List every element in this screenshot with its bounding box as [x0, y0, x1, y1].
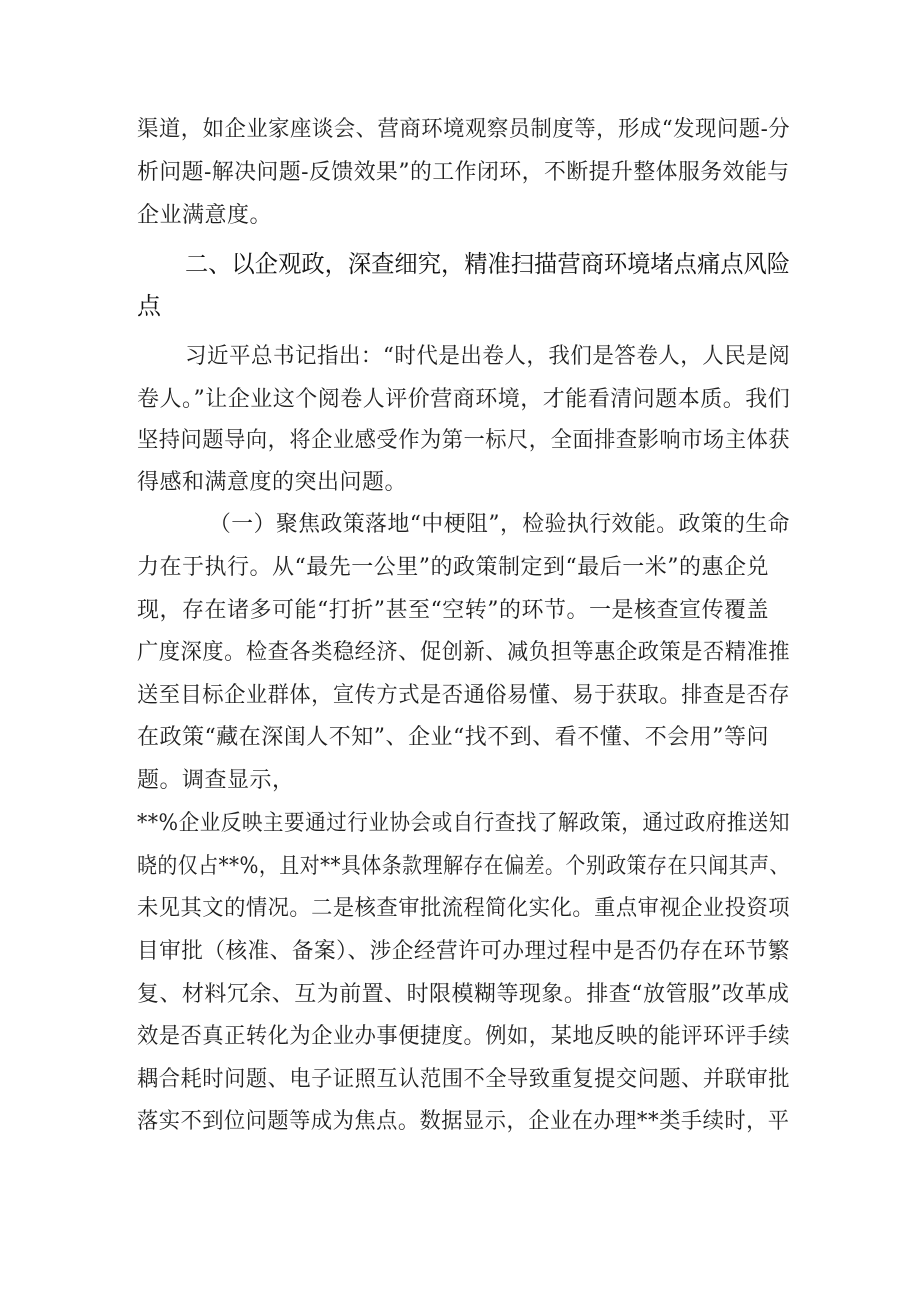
policy-line-5: 送至目标企业群体，宣传方式是否通俗易懂、易于获取。排查是否存 [137, 683, 791, 708]
section-heading-line-2: 点 [137, 292, 161, 320]
intro-line-2: 析问题-解决问题-反馈效果”的工作闭环，不断提升整体服务效能与 [137, 160, 790, 185]
quote-line-3: 坚持问题导向，将企业感受作为第一标尺，全面排查影响市场主体获 [137, 428, 791, 453]
data-line-7: 耦合耗时问题、电子证照互认范围不全导致重复提交问题、并联审批 [137, 1067, 791, 1092]
section-heading-line-1: 二、以企观政，深查细究，精准扫描营商环境堵点痛点风险 [185, 250, 791, 278]
policy-line-7: 题。调查显示， [137, 768, 295, 793]
intro-line-1: 渠道，如企业家座谈会、营商环境观察员制度等，形成“发现问题-分 [137, 117, 791, 142]
policy-line-4: 广度深度。检查各类稳经济、促创新、减负担等惠企政策是否精准推 [137, 640, 791, 665]
policy-line-2: 力在于执行。从“最先一公里”的政策制定到“最后一米”的惠企兑 [137, 555, 769, 580]
data-line-1: **%企业反映主要通过行业协会或自行查找了解政策，通过政府推送知 [137, 811, 790, 836]
quote-line-4: 得感和满意度的突出问题。 [137, 470, 408, 495]
intro-line-3: 企业满意度。 [137, 203, 273, 228]
quote-line-2: 卷人。”让企业这个阅卷人评价营商环境，才能看清问题本质。我们 [137, 387, 791, 412]
policy-line-1: （一）聚焦政策落地“中梗阻”，检验执行效能。政策的生命 [209, 512, 791, 537]
data-line-6: 效是否真正转化为企业办事便捷度。例如，某地反映的能评环评手续 [137, 1024, 791, 1049]
data-line-2: 晓的仅占**%，且对**具体条款理解存在偏差。个别政策存在只闻其声、 [137, 854, 790, 879]
data-line-4: 目审批（核准、备案）、涉企经营许可办理过程中是否仍存在环节繁 [137, 939, 790, 964]
data-line-5: 复、材料冗余、互为前置、时限模糊等现象。排查“放管服”改革成 [137, 982, 790, 1007]
quote-line-1: 习近平总书记指出：“时代是出卷人，我们是答卷人，人民是阅 [185, 344, 791, 369]
data-line-8: 落实不到位问题等成为焦点。数据显示，企业在办理**类手续时，平 [137, 1109, 790, 1134]
data-line-3: 未见其文的情况。二是核查审批流程简化实化。重点审视企业投资项 [137, 896, 791, 921]
policy-line-3: 现，存在诸多可能“打折”甚至“空转”的环节。一是核查宣传覆盖 [137, 598, 769, 623]
policy-line-6: 在政策“藏在深闺人不知”、企业“找不到、看不懂、不会用”等问 [137, 725, 769, 750]
